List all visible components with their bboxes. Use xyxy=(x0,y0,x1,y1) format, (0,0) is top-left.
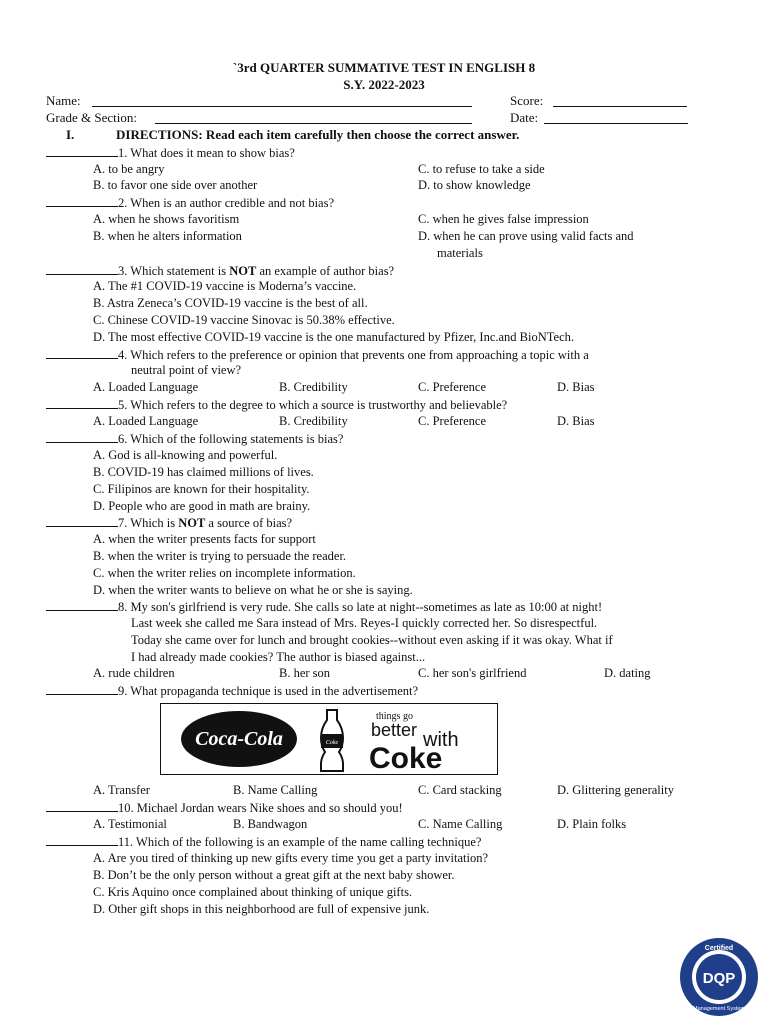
option-d-continued: materials xyxy=(437,246,483,260)
option-c: C. her son's girlfriend xyxy=(418,666,527,680)
option-b: B. her son xyxy=(279,666,331,680)
question-8-line-2: Last week she called me Sara instead of Mrs. Reyes-I quickly corrected her. So disrespectful. xyxy=(131,616,598,630)
directions-text: DIRECTIONS: Read each item carefully then choose the correct answer. xyxy=(116,127,520,142)
certification-logo xyxy=(678,936,760,1018)
option-b: B. to favor one side over another xyxy=(93,178,258,192)
question-5: 5. Which refers to the degree to which a source is trustworthy and believable? xyxy=(46,397,507,413)
score-label: Score: xyxy=(510,93,544,108)
directions xyxy=(66,127,519,143)
section-number: I. xyxy=(66,127,75,142)
option-b: B. Don’t be the only person without a great gift at the next baby shower. xyxy=(93,868,455,882)
name-label: Name: xyxy=(46,93,81,108)
option-c: C. when he gives false impression xyxy=(418,212,589,226)
answer-blank[interactable] xyxy=(46,599,118,611)
date-field[interactable] xyxy=(544,123,688,124)
option-c: C. Card stacking xyxy=(418,783,502,797)
question-11: 11. Which of the following is an example of the name calling technique? xyxy=(46,834,481,850)
answer-blank[interactable] xyxy=(46,347,118,359)
option-c: C. Name Calling xyxy=(418,817,503,831)
grade-section-field[interactable] xyxy=(155,123,472,124)
option-b: B. when the writer is trying to persuade the reader. xyxy=(93,549,347,563)
coke-ad-graphic xyxy=(161,704,496,773)
option-c: C. Filipinos are known for their hospitality. xyxy=(93,482,310,496)
question-8: 8. My son's girlfriend is very rude. She calls so late at night--sometimes as late as 10:00 at night! xyxy=(46,599,602,615)
option-d: D. People who are good in math are brainy. xyxy=(93,499,311,513)
coke-bottle-icon xyxy=(321,710,343,771)
question-8-line-4: I had already made cookies? The author is biased against... xyxy=(131,650,426,664)
option-d: D. dating xyxy=(604,666,651,680)
answer-blank[interactable] xyxy=(46,431,118,443)
question-2: 2. When is an author credible and not bias? xyxy=(46,195,334,211)
option-c: C. Chinese COVID-19 vaccine Sinovac is 50.38% effective. xyxy=(93,313,395,327)
option-d: D. Glittering generality xyxy=(557,783,674,797)
ad-small-text: things go xyxy=(376,711,413,722)
option-c: C. Preference xyxy=(418,414,487,428)
coca-cola-script: Coca-Cola xyxy=(195,728,283,750)
option-a: A. Loaded Language xyxy=(93,380,199,394)
option-d: D. Bias xyxy=(557,380,595,394)
question-8-line-3: Today she came over for lunch and brought cookies--without even asking if it was okay. What if xyxy=(131,633,613,647)
question-10: 10. Michael Jordan wears Nike shoes and so should you! xyxy=(46,800,403,816)
school-year: S.Y. 2022-2023 xyxy=(343,77,425,92)
option-b: B. COVID-19 has claimed millions of lives. xyxy=(93,465,314,479)
option-a: A. rude children xyxy=(93,666,175,680)
coke-advertisement xyxy=(160,703,498,775)
question-6: 6. Which of the following statements is bias? xyxy=(46,431,343,447)
name-field[interactable] xyxy=(92,106,472,107)
question-3: 3. Which statement is NOT an example of author bias? xyxy=(46,263,394,279)
option-a: A. to be angry xyxy=(93,162,165,176)
answer-blank[interactable] xyxy=(46,683,118,695)
logo-mark: DQP xyxy=(702,970,736,987)
option-a: A. when he shows favoritism xyxy=(93,212,240,226)
answer-blank[interactable] xyxy=(46,195,118,207)
option-a: A. God is all-knowing and powerful. xyxy=(93,448,278,462)
option-b: B. Name Calling xyxy=(233,783,318,797)
question-1: 1. What does it mean to show bias? xyxy=(46,145,295,161)
option-d: D. Bias xyxy=(557,414,595,428)
question-4: 4. Which refers to the preference or opinion that prevents one from approaching a topic with a xyxy=(46,347,589,363)
option-d: D. when the writer wants to believe on what he or she is saying. xyxy=(93,583,413,597)
option-b: B. Credibility xyxy=(279,414,348,428)
answer-blank[interactable] xyxy=(46,397,118,409)
option-b: B. Credibility xyxy=(279,380,348,394)
option-a: A. when the writer presents facts for support xyxy=(93,532,316,546)
option-d: D. Plain folks xyxy=(557,817,627,831)
grade-section-label: Grade & Section: xyxy=(46,110,137,125)
option-c: C. to refuse to take a side xyxy=(418,162,545,176)
question-7: 7. Which is NOT a source of bias? xyxy=(46,515,292,531)
question-4-continued: neutral point of view? xyxy=(131,363,242,377)
test-title: `3rd QUARTER SUMMATIVE TEST IN ENGLISH 8 xyxy=(232,60,536,75)
option-a: A. Testimonial xyxy=(93,817,167,831)
option-b: B. Astra Zeneca’s COVID-19 vaccine is the best of all. xyxy=(93,296,368,310)
ad-with: with xyxy=(423,729,459,751)
option-a: A. Transfer xyxy=(93,783,150,797)
option-c: C. when the writer relies on incomplete information. xyxy=(93,566,356,580)
option-b: B. when he alters information xyxy=(93,229,242,243)
logo-top-text: Certified xyxy=(704,945,734,952)
ad-better: better xyxy=(371,720,418,740)
option-b: B. Bandwagon xyxy=(233,817,308,831)
ad-coke: Coke xyxy=(369,742,443,773)
option-d: D. Other gift shops in this neighborhood are full of expensive junk. xyxy=(93,902,430,916)
answer-blank[interactable] xyxy=(46,800,118,812)
option-a: A. Loaded Language xyxy=(93,414,199,428)
answer-blank[interactable] xyxy=(46,515,118,527)
option-a: A. The #1 COVID-19 vaccine is Moderna’s vaccine. xyxy=(93,279,357,293)
answer-blank[interactable] xyxy=(46,263,118,275)
logo-bottom-text: Management System xyxy=(693,1006,745,1012)
option-d: D. The most effective COVID-19 vaccine is the one manufactured by Pfizer, Inc.and BioNTech. xyxy=(93,330,574,344)
question-9: 9. What propaganda technique is used in the advertisement? xyxy=(46,683,418,699)
option-c: C. Kris Aquino once complained about thinking of unique gifts. xyxy=(93,885,413,899)
option-c: C. Preference xyxy=(418,380,487,394)
answer-blank[interactable] xyxy=(46,145,118,157)
svg-text:Coke: Coke xyxy=(325,740,339,746)
option-d: D. when he can prove using valid facts and xyxy=(418,229,634,243)
answer-blank[interactable] xyxy=(46,834,118,846)
option-d: D. to show knowledge xyxy=(418,178,531,192)
option-a: A. Are you tired of thinking up new gifts every time you get a party invitation? xyxy=(93,851,489,865)
score-field[interactable] xyxy=(553,106,687,107)
date-label: Date: xyxy=(510,110,539,125)
